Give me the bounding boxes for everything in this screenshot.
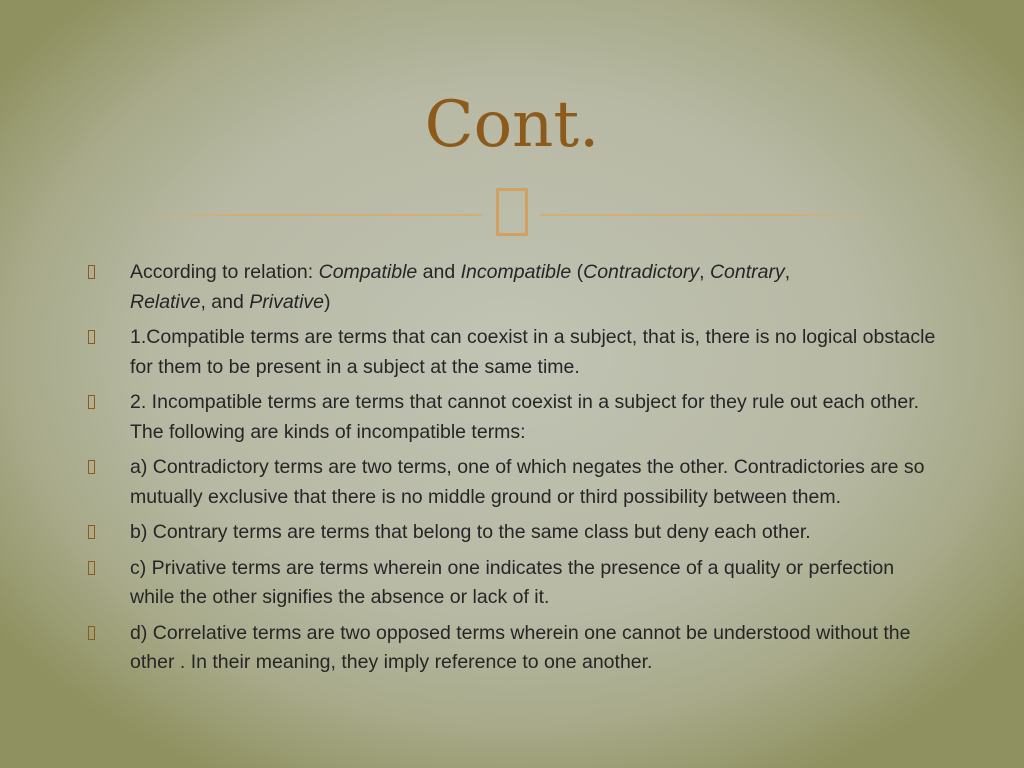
empty-box-bullet-icon: [88, 330, 95, 344]
term-compatible: Compatible: [318, 261, 418, 283]
relation-text: ): [324, 290, 331, 313]
empty-box-bullet-icon: [88, 561, 95, 575]
empty-box-bullet-icon: [88, 395, 95, 409]
bullet-item-compatible: [86, 323, 936, 382]
term-relative: Relative: [130, 290, 201, 313]
term-contrary: Contrary: [709, 261, 785, 283]
bullet-text: 1.Compatible terms are terms that can coexist in a subject, that is, there is no logical obstacle for them to be present in a subject at the same time.: [130, 326, 936, 378]
relation-text: , and: [200, 290, 250, 313]
term-incompatible: Incompatible: [460, 261, 572, 283]
empty-box-bullet-icon: [88, 460, 95, 474]
relation-text: and: [417, 261, 461, 283]
title-ornament-icon: [496, 188, 528, 236]
bullet-text: 2. Incompatible terms are terms that cannot coexist in a subject for they rule out each other. The following are kinds of incompatible terms:: [130, 391, 920, 443]
title-divider-left: [132, 214, 482, 216]
empty-box-bullet-icon: [88, 626, 95, 640]
bullet-item-correlative: [86, 619, 936, 678]
relation-text: According to relation:: [130, 261, 319, 283]
bullet-item-contradictory: [86, 453, 936, 512]
bullet-text: a) Contradictory terms are two terms, one of which negates the other. Contradictories are so mutually exclusive that there is no middle ground or third possibility between them.: [130, 456, 925, 508]
title-divider-right: [540, 214, 890, 216]
relation-text: ,: [699, 261, 710, 283]
bullet-text: d) Correlative terms are two opposed terms wherein one cannot be understood without the other . In their meaning, they imply reference to one another.: [130, 621, 911, 673]
term-privative: Privative: [249, 290, 325, 313]
relation-text: ,: [784, 261, 791, 283]
slide-title: Cont.: [424, 88, 600, 162]
empty-box-bullet-icon: [88, 525, 95, 539]
empty-box-bullet-icon: [88, 265, 95, 279]
bullet-item-relation: [86, 258, 936, 317]
term-contradictory: Contradictory: [583, 261, 700, 283]
bullet-item-incompatible: [86, 388, 936, 447]
bullet-item-privative: [86, 554, 936, 613]
bullet-text: c) Privative terms are terms wherein one indicates the presence of a quality or perfection while the other signifies the absence or lack of it.: [130, 556, 895, 608]
bullet-text: b) Contrary terms are terms that belong to the same class but deny each other.: [130, 521, 811, 543]
bullet-item-contrary: [86, 518, 936, 548]
bullet-list: [86, 258, 936, 684]
relation-text: (: [571, 261, 584, 283]
